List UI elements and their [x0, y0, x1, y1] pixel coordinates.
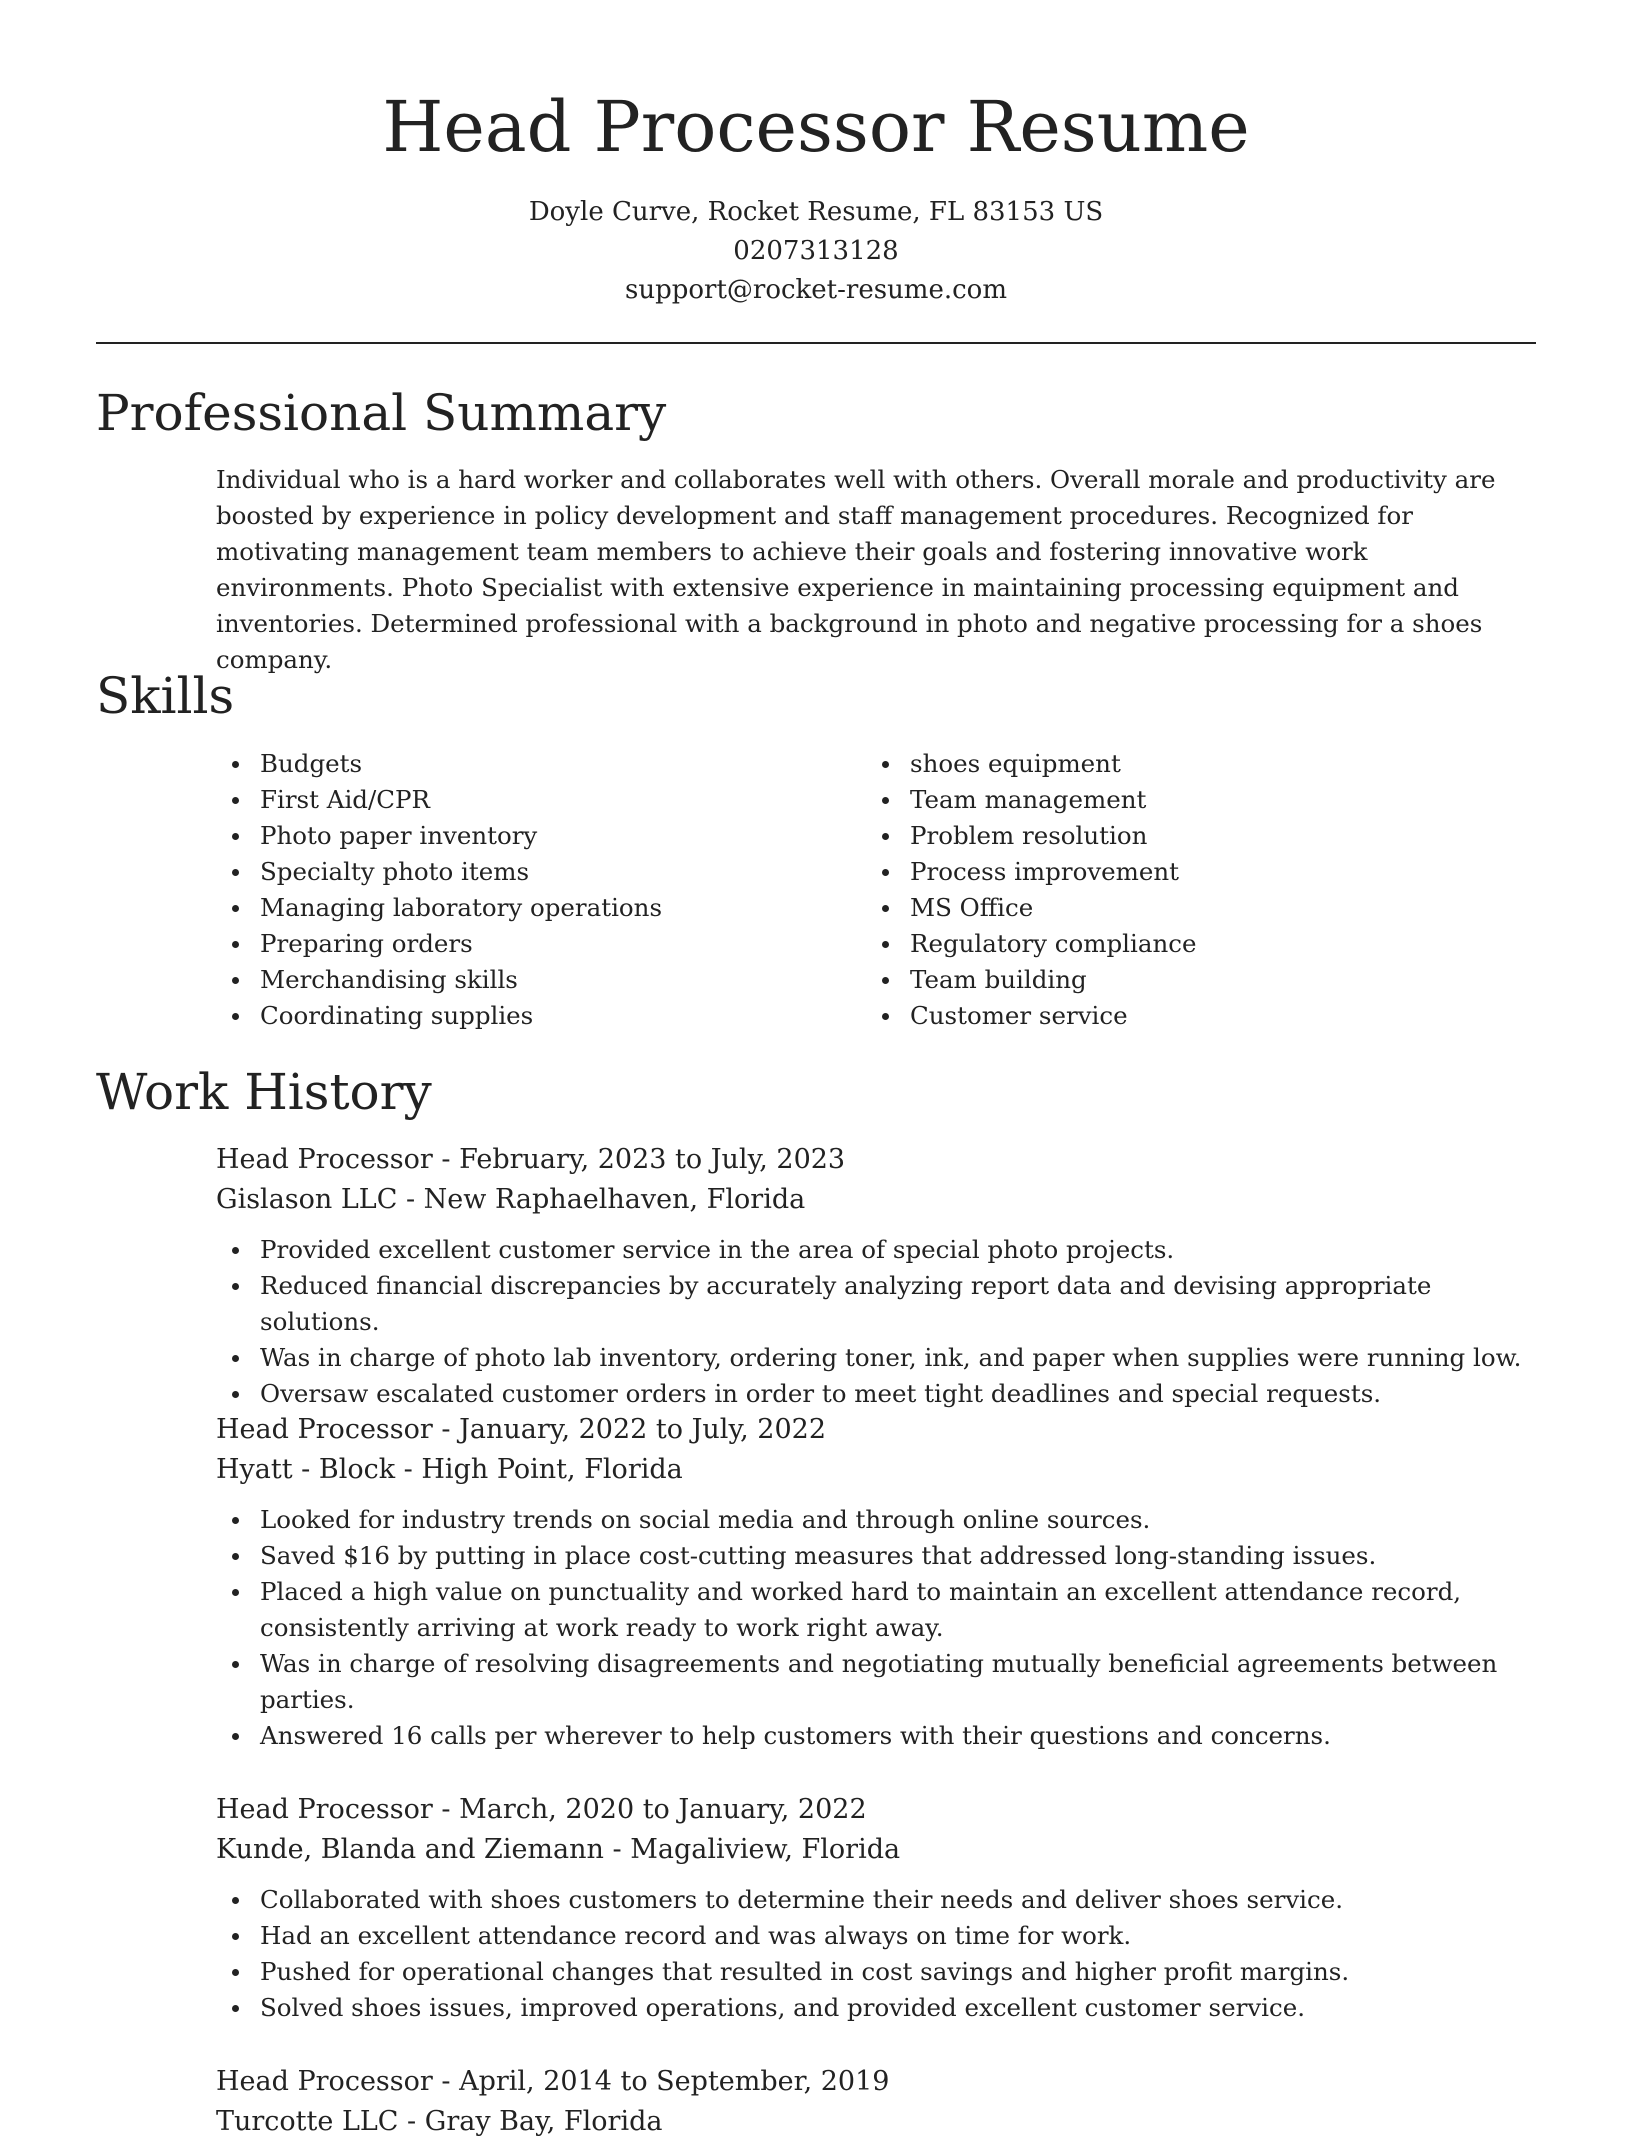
job-company-location: Hyatt - Block - High Point, Florida: [216, 1454, 683, 1485]
skill-item: First Aid/CPR: [216, 782, 866, 818]
job-entry: [216, 1410, 1536, 1754]
skill-item: Specialty photo items: [216, 854, 866, 890]
job-bullet: Was in charge of resolving disagreements and negotiating mutually beneficial agreements between parties.: [216, 1646, 1536, 1718]
job-bullet: Placed a high value on punctuality and worked hard to maintain an excellent attendance record, consistently arriving at work ready to work right away.: [216, 1574, 1536, 1646]
job-bullet: Oversaw escalated customer orders in order to meet tight deadlines and special requests.: [216, 1376, 1536, 1412]
job-bullet: Solved shoes issues, improved operations, and provided excellent customer service.: [216, 1990, 1536, 2026]
skill-item: Team management: [866, 782, 1516, 818]
job-company-location: Gislason LLC - New Raphaelhaven, Florida: [216, 1184, 806, 1215]
skill-item: Customer service: [866, 998, 1516, 1034]
job-entry: [216, 1790, 1536, 2026]
work-history-heading: Work History: [96, 1063, 432, 1121]
job-bullet: Was in charge of photo lab inventory, ordering toner, ink, and paper when supplies were running low.: [216, 1340, 1536, 1376]
job-bullet: Pushed for operational changes that resulted in cost savings and higher profit margins.: [216, 1954, 1536, 1990]
skills-heading: Skills: [96, 667, 235, 725]
job-bullet: Provided excellent customer service in the area of special photo projects.: [216, 1232, 1536, 1268]
contact-phone: 0207313128: [733, 236, 899, 266]
job-title-dates: Head Processor - February, 2023 to July, 2023: [216, 1144, 846, 1175]
skills-list-left: [216, 746, 866, 1034]
job-company-location: Kunde, Blanda and Ziemann - Magaliview, Florida: [216, 1834, 901, 1865]
job-bullet: Saved $16 by putting in place cost-cutting measures that addressed long-standing issues.: [216, 1538, 1536, 1574]
job-bullets: [216, 1232, 1536, 1412]
resume-title: Head Processor Resume: [382, 86, 1250, 168]
skill-item: Process improvement: [866, 854, 1516, 890]
contact-email: support@rocket-resume.com: [624, 275, 1007, 305]
job-title-dates: Head Processor - March, 2020 to January, 2022: [216, 1794, 867, 1825]
skill-item: Team building: [866, 962, 1516, 998]
skill-item: Preparing orders: [216, 926, 866, 962]
job-bullets: [216, 1502, 1536, 1754]
skill-item: Managing laboratory operations: [216, 890, 866, 926]
skill-item: shoes equipment: [866, 746, 1516, 782]
job-bullets: [216, 1882, 1536, 2026]
job-bullet: Collaborated with shoes customers to determine their needs and deliver shoes service.: [216, 1882, 1536, 1918]
skill-item: Photo paper inventory: [216, 818, 866, 854]
job-entry: [216, 1140, 1536, 1412]
header-divider: [96, 342, 1536, 344]
job-title-dates: Head Processor - January, 2022 to July, 2022: [216, 1414, 826, 1445]
job-entry: [216, 2062, 1536, 2142]
job-title-dates: Head Processor - April, 2014 to September, 2019: [216, 2066, 890, 2097]
skill-item: MS Office: [866, 890, 1516, 926]
skill-item: Problem resolution: [866, 818, 1516, 854]
summary-text: Individual who is a hard worker and collaborates well with others. Overall morale and productivity are boosted by experience in policy development and staff management procedures. Recognized for motivating management team members to achieve their goals and fostering innovative work environments. Photo Specialist with extensive experience in maintaining processing equipment and inventories. Determined professional with a background in photo and negative processing for a shoes company.: [216, 465, 1496, 674]
skill-item: Coordinating supplies: [216, 998, 866, 1034]
job-bullet: Looked for industry trends on social media and through online sources.: [216, 1502, 1536, 1538]
skill-item: Regulatory compliance: [866, 926, 1516, 962]
skill-item: Merchandising skills: [216, 962, 866, 998]
job-bullet: Had an excellent attendance record and was always on time for work.: [216, 1918, 1536, 1954]
job-bullet: Reduced financial discrepancies by accurately analyzing report data and devising appropriate solutions.: [216, 1268, 1536, 1340]
summary-heading: Professional Summary: [96, 384, 667, 442]
contact-info: [0, 193, 1632, 310]
job-bullet: Answered 16 calls per wherever to help customers with their questions and concerns.: [216, 1718, 1536, 1754]
contact-address: Doyle Curve, Rocket Resume, FL 83153 US: [528, 197, 1104, 227]
skill-item: Budgets: [216, 746, 866, 782]
skills-list-right: [866, 746, 1516, 1034]
job-company-location: Turcotte LLC - Gray Bay, Florida: [216, 2106, 663, 2137]
